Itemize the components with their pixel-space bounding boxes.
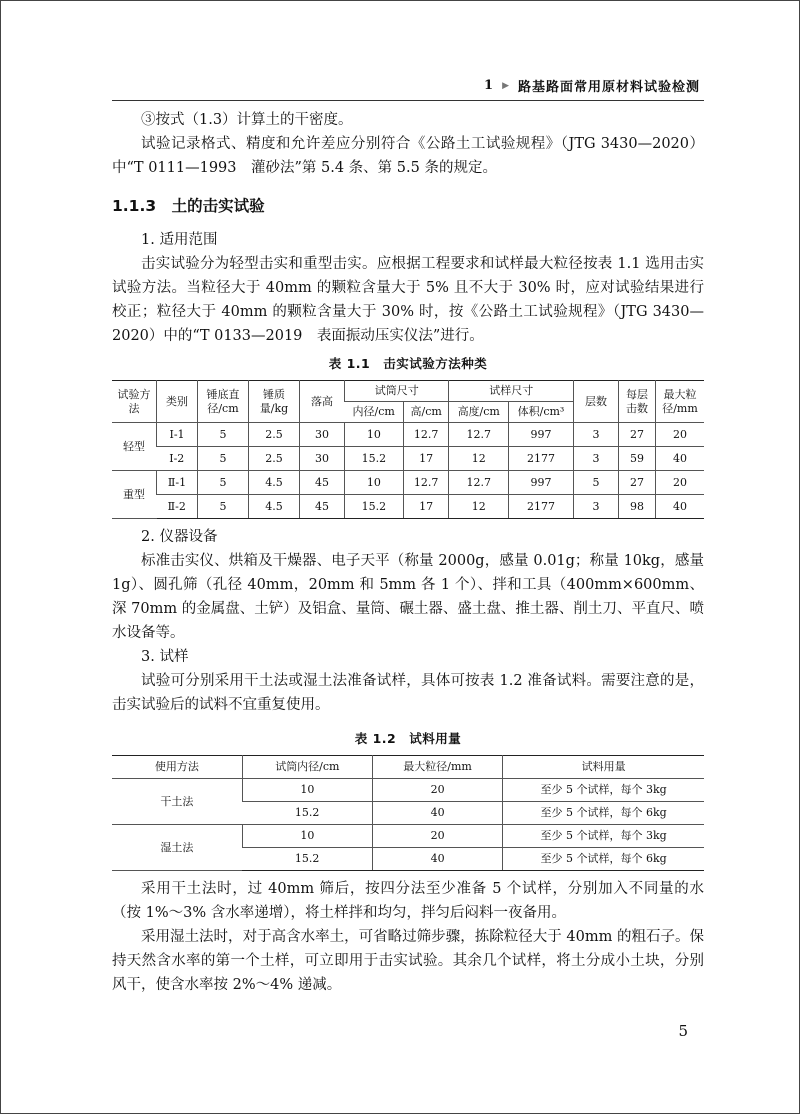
group-dry-method: 干土法 <box>112 779 242 825</box>
th-drop-height: 落高 <box>300 381 345 423</box>
cell: 至少 5 个试样，每个 3kg <box>503 825 704 848</box>
cell: Ⅱ-2 <box>157 495 198 519</box>
cell: 12.7 <box>449 423 508 447</box>
cell: 17 <box>403 495 449 519</box>
cell: 15.2 <box>242 802 372 825</box>
th-max-particle: 最大粒径/mm <box>656 381 705 423</box>
cell: Ⅰ-2 <box>157 447 198 471</box>
th-sample-amount: 试料用量 <box>503 756 704 779</box>
cell: 40 <box>372 802 502 825</box>
th-max-particle-size: 最大粒径/mm <box>372 756 502 779</box>
cell: 5 <box>574 471 619 495</box>
table-row <box>112 779 704 802</box>
cell: 30 <box>300 447 345 471</box>
cell: 10 <box>345 423 404 447</box>
th-category: 类别 <box>157 381 198 423</box>
cell: 15.2 <box>242 848 372 871</box>
running-header <box>484 76 700 95</box>
cell: 2177 <box>508 447 573 471</box>
header-rule <box>112 100 704 101</box>
cell: 12 <box>449 495 508 519</box>
cell: 3 <box>574 423 619 447</box>
th-inner-diameter: 内径/cm <box>345 402 404 423</box>
cell: 20 <box>372 779 502 802</box>
th-cylinder-inner-diameter: 试筒内径/cm <box>242 756 372 779</box>
cell: 12.7 <box>449 471 508 495</box>
subsection-equipment-title: 2. 仪器设备 <box>141 529 218 545</box>
cell: 15.2 <box>345 447 404 471</box>
cell: 27 <box>619 471 656 495</box>
compaction-method-table <box>112 380 704 519</box>
th-sample-size: 试样尺寸 <box>449 381 574 402</box>
th-height: 高/cm <box>403 402 449 423</box>
th-hammer-diameter: 锤底直径/cm <box>198 381 249 423</box>
paragraph-record-format: 试验记录格式、精度和允许差应分别符合《公路土工试验规程》（JTG 3430—2020）中“T 0111—1993 灌砂法”第 5.4 条、第 5.5 条的规定。 <box>112 136 704 176</box>
th-method: 试验方法 <box>112 381 157 423</box>
cell: 4.5 <box>249 495 300 519</box>
paragraph-equipment: 标准击实仪、烘箱及干燥器、电子天平（称量 2000g，感量 0.01g；称量 10kg，感量 1g）、圆孔筛（孔径 40mm，20mm 和 5mm 各 1 个）、拌和工具（400mm×600mm、深 70mm 的金属盘、土铲）及铝盒、量筒、碾土器、盛土盘、推土器、削土刀、平直尺、喷水设备等。 <box>112 553 704 641</box>
th-sample-height: 高度/cm <box>449 402 508 423</box>
cell: 997 <box>508 471 573 495</box>
cell: 至少 5 个试样，每个 6kg <box>503 802 704 825</box>
cell: 4.5 <box>249 471 300 495</box>
paragraph-wet-method: 采用湿土法时，对于高含水率土，可省略过筛步骤，拣除粒径大于 40mm 的粗石子。保持天然含水率的第一个土样，可立即用于击实试验。其余几个试样，将土分成小土块，分别风干，使含水率按 2%～4% 递减。 <box>112 929 704 993</box>
cell: 2.5 <box>249 447 300 471</box>
chapter-title: 路基路面常用原材料试验检测 <box>517 80 700 95</box>
page-content <box>112 108 704 997</box>
cell: 40 <box>372 848 502 871</box>
cell: 10 <box>242 825 372 848</box>
cell: 45 <box>300 471 345 495</box>
paragraph-dry-method: 采用干土法时，过 40mm 筛后，按四分法至少准备 5 个试样，分别加入不同量的水（按 1%～3% 含水率递增），将土样拌和均匀，拌匀后闷料一夜备用。 <box>112 881 704 921</box>
group-heavy: 重型 <box>112 471 157 519</box>
cell: Ⅱ-1 <box>157 471 198 495</box>
cell: 997 <box>508 423 573 447</box>
cell: 2177 <box>508 495 573 519</box>
sample-amount-table <box>112 755 704 871</box>
cell: 12.7 <box>403 471 449 495</box>
th-layers: 层数 <box>574 381 619 423</box>
cell: 17 <box>403 447 449 471</box>
th-hammer-mass: 锤质量/kg <box>249 381 300 423</box>
cell: 20 <box>656 471 705 495</box>
cell: 5 <box>198 495 249 519</box>
th-blows: 每层击数 <box>619 381 656 423</box>
cell: 至少 5 个试样，每个 3kg <box>503 779 704 802</box>
cell: 59 <box>619 447 656 471</box>
subsection-scope-title: 1. 适用范围 <box>141 232 218 248</box>
cell: 30 <box>300 423 345 447</box>
section-title: 1.1.3 土的击实试验 <box>112 197 265 215</box>
cell: 3 <box>574 495 619 519</box>
page-number: 5 <box>678 1022 688 1040</box>
cell: 20 <box>372 825 502 848</box>
paragraph-sample: 试验可分别采用干土法或湿土法准备试样，具体可按表 1.2 准备试料。需要注意的是，击实试验后的试料不宜重复使用。 <box>112 673 704 713</box>
chapter-number: 1 <box>484 78 495 93</box>
cell: 15.2 <box>345 495 404 519</box>
table2-caption: 表 1.2 试料用量 <box>354 731 462 746</box>
th-usage-method: 使用方法 <box>112 756 242 779</box>
table-row <box>112 471 704 495</box>
table-row <box>112 495 704 519</box>
cell: 3 <box>574 447 619 471</box>
cell: 5 <box>198 423 249 447</box>
cell: 20 <box>656 423 705 447</box>
cell: 10 <box>242 779 372 802</box>
cell: 5 <box>198 447 249 471</box>
cell: 45 <box>300 495 345 519</box>
group-wet-method: 湿土法 <box>112 825 242 871</box>
paragraph-dry-density: ③按式（1.3）计算土的干密度。 <box>141 112 353 128</box>
table-row <box>112 825 704 848</box>
table-row <box>112 423 704 447</box>
cell: 12 <box>449 447 508 471</box>
paragraph-scope: 击实试验分为轻型击实和重型击实。应根据工程要求和试样最大粒径按表 1.1 选用击实试验方法。当粒径大于 40mm 的颗粒含量大于 5% 且不大于 30% 时，应对试验结果进行校正；粒径大于 40mm 的颗粒含量大于 30% 时，按《公路土工试验规程》（JTG 3430—2020）中的“T 0133—2019 表面振动压实仪法”进行。 <box>112 256 704 344</box>
group-light: 轻型 <box>112 423 157 471</box>
cell: 98 <box>619 495 656 519</box>
th-cylinder-size: 试筒尺寸 <box>345 381 449 402</box>
cell: Ⅰ-1 <box>157 423 198 447</box>
th-volume: 体积/cm³ <box>508 402 573 423</box>
cell: 5 <box>198 471 249 495</box>
cell: 2.5 <box>249 423 300 447</box>
cell: 12.7 <box>403 423 449 447</box>
table-row <box>112 447 704 471</box>
cell: 27 <box>619 423 656 447</box>
cell: 40 <box>656 495 705 519</box>
cell: 10 <box>345 471 404 495</box>
triangle-icon: ▶ <box>502 80 510 91</box>
cell: 至少 5 个试样，每个 6kg <box>503 848 704 871</box>
subsection-sample-title: 3. 试样 <box>141 649 189 665</box>
table1-caption: 表 1.1 击实试验方法种类 <box>328 356 488 371</box>
cell: 40 <box>656 447 705 471</box>
